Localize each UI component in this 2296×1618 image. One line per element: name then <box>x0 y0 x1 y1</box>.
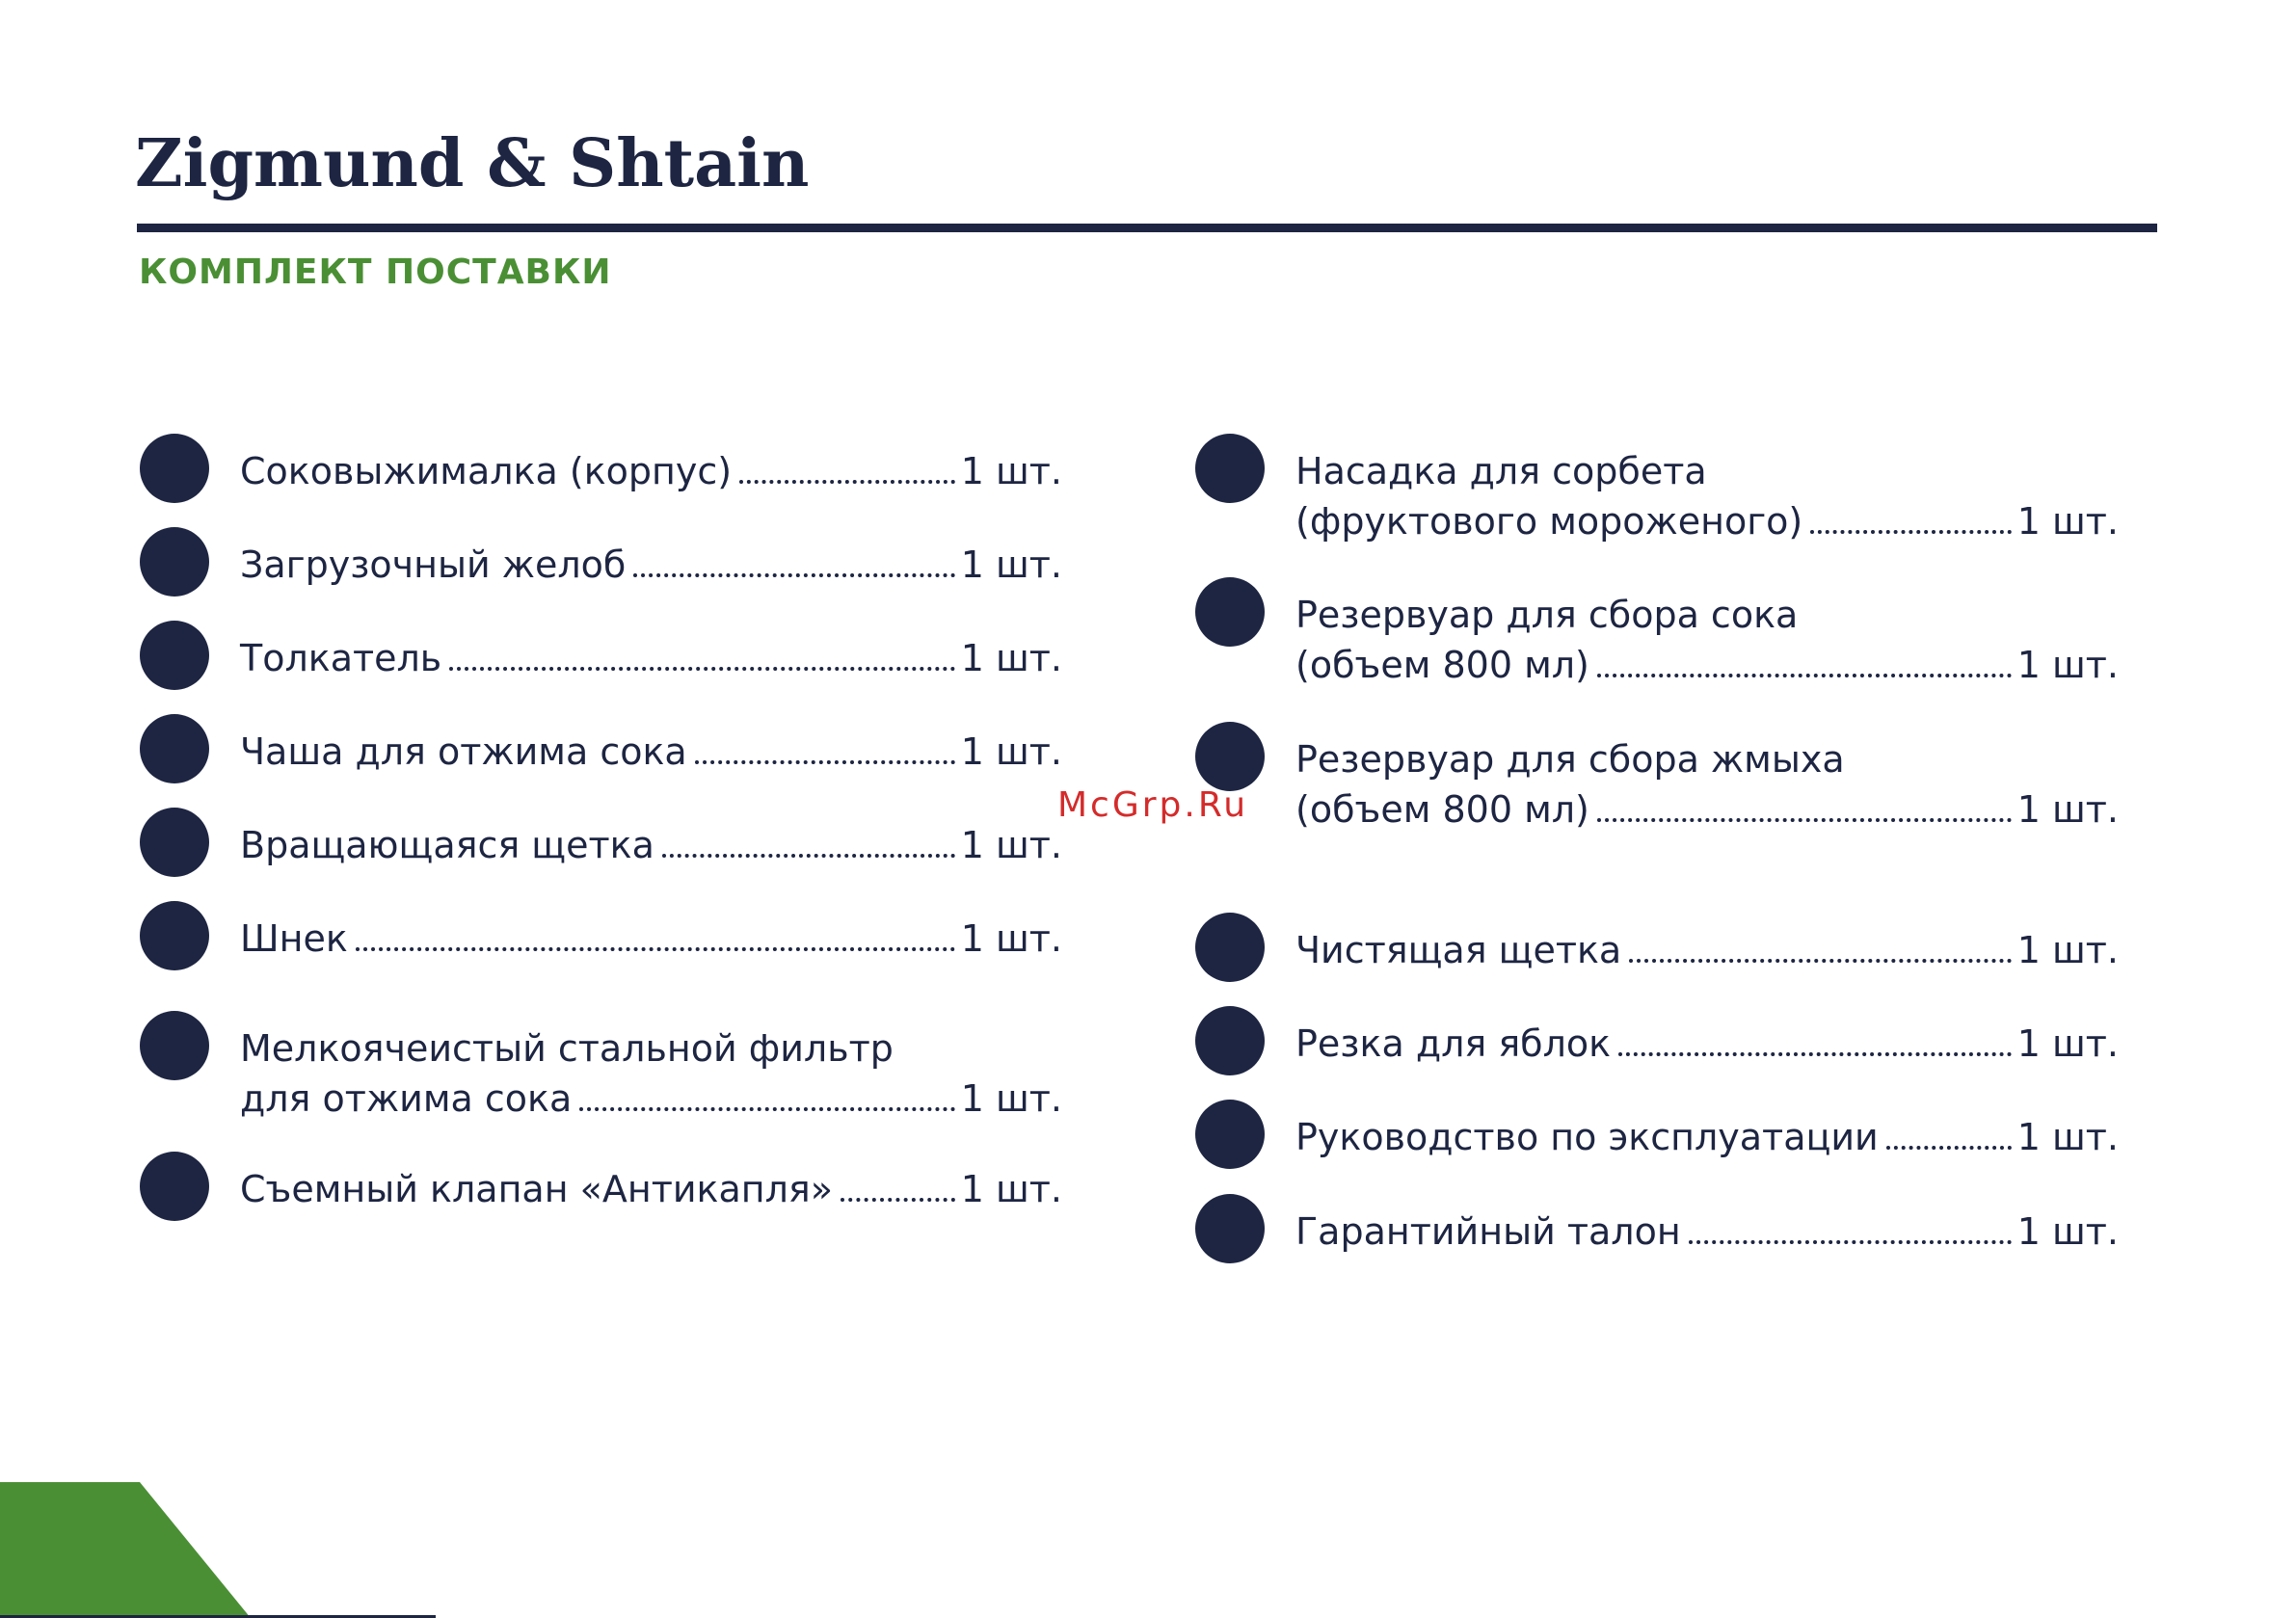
item-label: Чистящая щетка <box>1295 929 1622 971</box>
dot-leader <box>739 480 955 484</box>
bullet-dot <box>1195 577 1265 647</box>
item-quantity: 1 шт. <box>2016 1116 2119 1158</box>
item-quantity: 1 шт. <box>2016 644 2119 686</box>
item-label: Руководство по эксплуатации <box>1295 1116 1879 1158</box>
dot-leader <box>579 1107 955 1111</box>
bullet-dot <box>1195 722 1265 791</box>
bullet-dot <box>140 621 209 690</box>
corner-decoration <box>0 1482 251 1618</box>
item-label: Шнек <box>240 917 348 960</box>
item-quantity: 1 шт. <box>2016 929 2119 971</box>
list-item <box>240 1023 1062 1124</box>
list-item <box>1295 1019 2119 1069</box>
item-label: Насадка для сорбета <box>1295 450 1707 492</box>
item-label: Толкатель <box>240 637 442 679</box>
watermark: McGrp.Ru <box>1057 785 1249 825</box>
item-label: Резервуар для сбора сока <box>1295 594 1799 636</box>
item-quantity: 1 шт. <box>2016 1210 2119 1253</box>
list-item <box>240 914 1062 964</box>
bullet-dot <box>140 527 209 597</box>
list-item <box>1295 925 2119 975</box>
list-item <box>1295 590 2119 690</box>
item-label: Чаша для отжима сока <box>240 730 687 773</box>
bullet-dot <box>1195 434 1265 503</box>
item-quantity: 1 шт. <box>960 1077 1062 1120</box>
dot-leader <box>1618 1052 2012 1056</box>
item-label: (фруктового мороженого) <box>1295 500 1803 543</box>
section-title: КОМПЛЕКТ ПОСТАВКИ <box>139 252 612 292</box>
dot-leader <box>841 1198 955 1202</box>
item-quantity: 1 шт. <box>960 450 1062 492</box>
list-item <box>240 633 1062 683</box>
item-quantity: 1 шт. <box>960 730 1062 773</box>
item-label: Резервуар для сбора жмыха <box>1295 738 1845 781</box>
list-item <box>240 446 1062 496</box>
list-item <box>240 540 1062 590</box>
dot-leader <box>449 667 955 671</box>
list-item <box>240 820 1062 870</box>
dot-leader <box>662 854 955 858</box>
bullet-dot <box>1195 1100 1265 1169</box>
dot-leader <box>1597 674 2012 677</box>
bullet-dot <box>140 714 209 783</box>
list-item <box>1295 1207 2119 1257</box>
list-item <box>1295 1112 2119 1162</box>
list-item <box>240 727 1062 777</box>
dot-leader <box>1886 1146 2012 1150</box>
header-rule <box>137 224 2157 232</box>
item-label: Мелкоячеистый стальной фильтр <box>240 1027 894 1070</box>
dot-leader <box>1810 530 2012 534</box>
dot-leader <box>356 947 955 951</box>
list-item <box>240 1164 1062 1214</box>
dot-leader <box>633 573 954 577</box>
bullet-dot <box>140 434 209 503</box>
bullet-dot <box>140 1011 209 1080</box>
item-quantity: 1 шт. <box>960 637 1062 679</box>
dot-leader <box>1597 818 2012 822</box>
item-quantity: 1 шт. <box>960 917 1062 960</box>
item-label: Соковыжималка (корпус) <box>240 450 733 492</box>
dot-leader <box>1629 959 2012 963</box>
item-label: для отжима сока <box>240 1077 573 1120</box>
dot-leader <box>695 760 955 764</box>
bullet-dot <box>140 901 209 970</box>
item-label: Вращающаяся щетка <box>240 824 654 866</box>
item-label: Гарантийный талон <box>1295 1210 1681 1253</box>
bullet-dot <box>1195 913 1265 982</box>
bullet-dot <box>1195 1194 1265 1263</box>
item-label: Съемный клапан «Антикапля» <box>240 1168 834 1210</box>
item-quantity: 1 шт. <box>2016 788 2119 831</box>
item-quantity: 1 шт. <box>960 824 1062 866</box>
list-item <box>1295 734 2119 835</box>
item-label: (объем 800 мл) <box>1295 788 1589 831</box>
item-label: Резка для яблок <box>1295 1022 1612 1065</box>
bullet-dot <box>140 808 209 877</box>
item-quantity: 1 шт. <box>960 1168 1062 1210</box>
dot-leader <box>1689 1240 2012 1244</box>
item-label: (объем 800 мл) <box>1295 644 1589 686</box>
item-label: Загрузочный желоб <box>240 544 627 586</box>
brand-logo: Zigmund & Shtain <box>135 125 810 202</box>
bullet-dot <box>140 1152 209 1221</box>
item-quantity: 1 шт. <box>2016 500 2119 543</box>
bullet-dot <box>1195 1006 1265 1075</box>
list-item <box>1295 446 2119 546</box>
item-quantity: 1 шт. <box>960 544 1062 586</box>
item-quantity: 1 шт. <box>2016 1022 2119 1065</box>
